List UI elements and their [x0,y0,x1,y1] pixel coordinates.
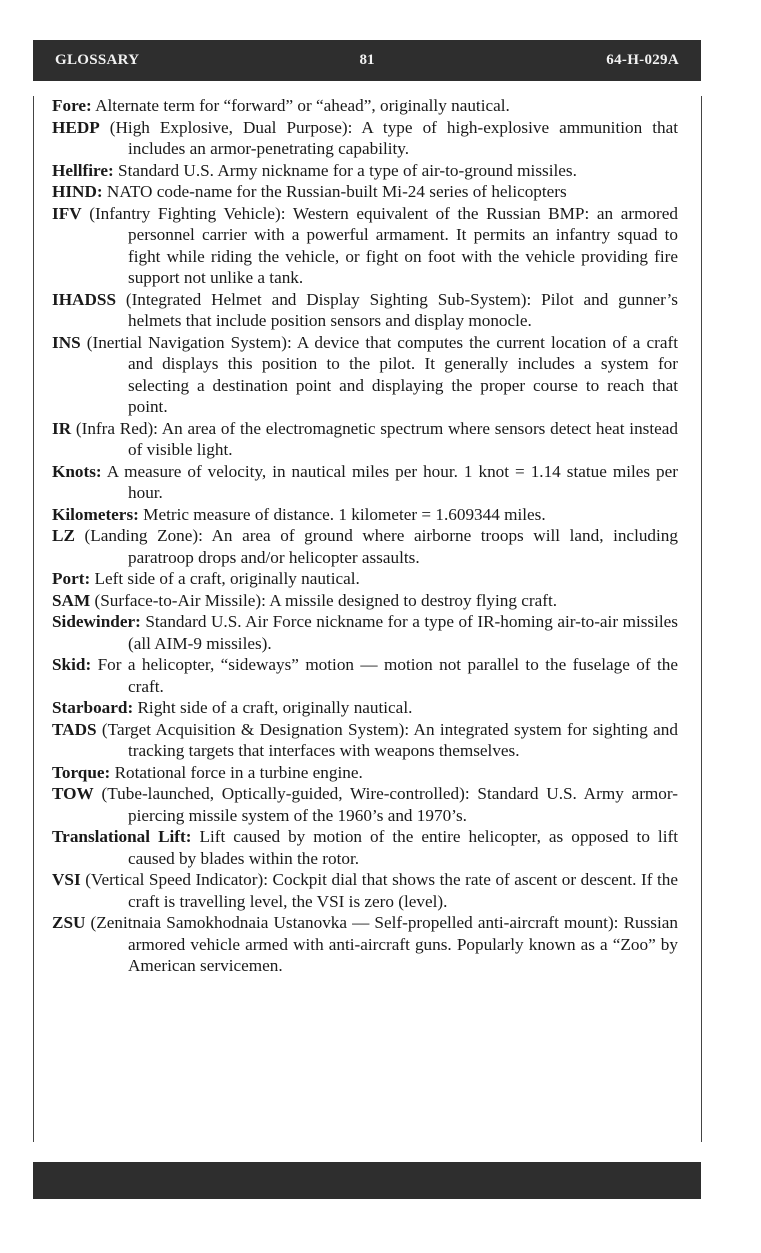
glossary-term: Kilometers: [52,504,139,524]
glossary-entry [52,418,678,461]
glossary-definition: (Vertical Speed Indicator): Cockpit dial that shows the rate of ascent or descent. If the craft is travelling level, the VSI is zero (level). [80,870,678,911]
glossary-entry [52,95,678,117]
glossary-entry [52,826,678,869]
glossary-term: Starboard: [52,698,134,717]
glossary-definition: (Integrated Helmet and Display Sighting Sub-System): Pilot and gunner’s helmets that include position sensors and display monocle. [116,289,678,330]
left-margin-rule [33,96,34,1142]
glossary-definition: Rotational force in a turbine engine. [110,762,363,782]
glossary-term: TADS [52,719,97,739]
glossary-entry [52,762,678,784]
section-title: GLOSSARY [55,52,140,68]
glossary-definition: Alternate term for “forward” or “ahead”, originally nautical. [91,96,510,115]
glossary-definition: (Infra Red): An area of the electromagnetic spectrum where sensors detect heat instead of visible light. [71,418,678,459]
glossary-definition: NATO code-name for the Russian-built Mi-24 series of helicopters [102,182,567,201]
glossary-definition: (Target Acquisition & Designation System): An integrated system for sighting and tracking targets that interfaces with weapons themselves. [96,719,678,760]
glossary-entry [52,611,678,654]
page-header [33,40,701,81]
glossary-term: IR [52,418,72,438]
glossary-entry [52,504,678,526]
glossary-entry [52,590,678,612]
right-margin-rule [701,96,702,1142]
glossary-definition: Metric measure of distance. 1 kilometer = 1.609344 miles. [138,504,546,524]
glossary-entry [52,117,678,160]
glossary-term: SAM [52,590,91,610]
glossary-definition: Lift caused by motion of the entire helicopter, as opposed to lift caused by blades within the rotor. [128,827,678,868]
glossary-definition: (Surface-to-Air Missile): A missile designed to destroy flying craft. [90,590,558,610]
glossary-term: Torque: [52,762,111,782]
glossary-definition: (Infantry Fighting Vehicle): Western equivalent of the Russian BMP: an armored personnel carrier with a powerful armament. It permits an infantry squad to fight while riding the vehicle, or fight on foot with the vehicle providing fire support not unlike a tank. [81,203,678,287]
glossary-entry [52,912,678,977]
glossary-entry [52,181,678,203]
glossary-entry [52,289,678,332]
glossary-term: LZ [52,526,75,545]
glossary-term: VSI [52,870,81,889]
glossary-term: HIND: [52,182,103,201]
glossary-definition: Standard U.S. Air Force nickname for a type of IR-homing air-to-air missiles (all AIM-9 missiles). [128,612,678,653]
glossary-entry [52,160,678,182]
glossary-entry [52,203,678,289]
glossary-definition: For a helicopter, “sideways” motion — motion not parallel to the fuselage of the craft. [91,655,678,696]
glossary-term: HEDP [52,117,100,137]
glossary-definition: Left side of a craft, originally nautical. [90,569,360,588]
page-footer-bar [33,1162,701,1199]
glossary-definition: Right side of a craft, originally nautical. [133,698,413,717]
glossary-definition: (High Explosive, Dual Purpose): A type of high-explosive ammunition that includes an armor-penetrating capability. [99,117,678,158]
glossary-term: IHADSS [52,289,116,309]
glossary-term: IFV [52,203,82,223]
glossary-term: Skid: [52,655,92,674]
glossary-definition: (Landing Zone): An area of ground where airborne troops will land, including paratroop drops and/or helicopter assaults. [74,526,678,567]
document-code: 64-H-029A [606,52,679,68]
page-number: 81 [359,52,375,68]
glossary-list [52,95,678,977]
glossary-term: ZSU [52,913,86,932]
glossary-term: INS [52,332,81,352]
glossary-definition: (Tube-launched, Optically-guided, Wire-controlled): Standard U.S. Army armor-piercing missile system of the 1960’s and 1970’s. [93,784,678,825]
glossary-term: Translational Lift: [52,827,192,846]
glossary-entry [52,697,678,719]
glossary-term: Port: [52,569,91,588]
glossary-term: Hellfire: [52,160,114,180]
glossary-term: Fore: [52,96,92,115]
glossary-entry [52,568,678,590]
glossary-entry [52,525,678,568]
glossary-definition: A measure of velocity, in nautical miles per hour. 1 knot = 1.14 statue miles per hour. [101,461,678,502]
glossary-term: Sidewinder: [52,612,141,631]
glossary-definition: (Inertial Navigation System): A device that computes the current location of a craft and displays this position to the pilot. It generally includes a system for selecting a destination point and displaying the proper course to reach that point. [80,332,678,416]
glossary-entry [52,654,678,697]
glossary-definition: (Zenitnaia Samokhodnaia Ustanovka — Self-propelled anti-aircraft mount): Russian armored vehicle armed with anti-aircraft guns. Popularly known as a “Zoo” by American servicemen. [85,913,678,975]
glossary-definition: Standard U.S. Army nickname for a type of air-to-ground missiles. [113,160,577,180]
glossary-entry [52,461,678,504]
glossary-entry [52,783,678,826]
glossary-entry [52,719,678,762]
glossary-entry [52,869,678,912]
glossary-term: TOW [52,784,94,803]
glossary-entry [52,332,678,418]
glossary-term: Knots: [52,461,102,481]
